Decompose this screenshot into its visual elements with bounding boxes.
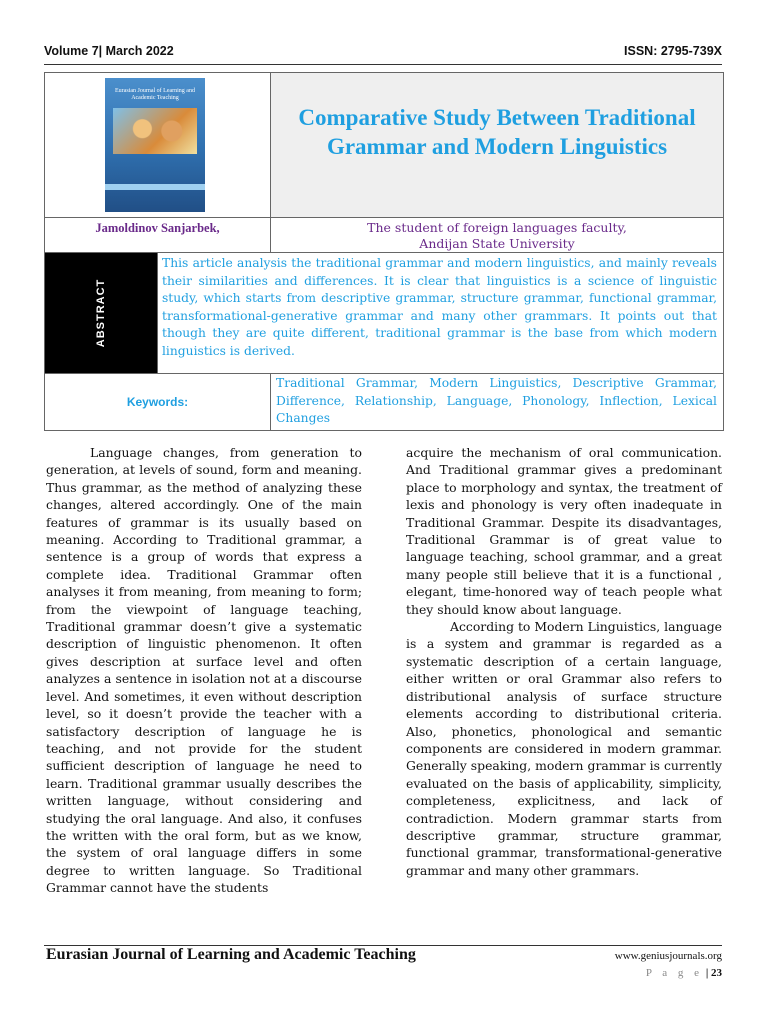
- abstract-text: This article analysis the traditional grammar and modern linguistics, and mainly reveals their similarities and differences. It is clear that linguistics is a science of linguistic study, which starts from descriptive grammar, structure grammar, functional grammar, transformational-generative grammar and many other grammars. It points out that though they are quite different, traditional grammar is the base from which modern linguistics is derived.: [158, 253, 724, 374]
- keywords-text: Traditional Grammar, Modern Linguistics, Descriptive Grammar, Difference, Relationship, Language, Phonology, Inflection, Lexical Changes: [271, 374, 724, 431]
- affiliation-cell: [271, 218, 724, 253]
- running-header: [44, 40, 722, 65]
- page-number: | 23: [705, 967, 722, 979]
- article-header-table: [44, 72, 724, 431]
- title-cell: [271, 73, 724, 218]
- author-name: Jamoldinov Sanjarbek,: [95, 221, 220, 235]
- abstract-label: ABSTRACT: [95, 278, 107, 348]
- footer-journal-name: Eurasian Journal of Learning and Academic Teaching: [46, 946, 416, 963]
- body-column-right: [406, 444, 722, 879]
- cover-cell: [45, 73, 271, 218]
- body-column-left: [46, 444, 362, 897]
- cover-journal-title: Eurasian Journal of Learning and Academic Teaching: [115, 88, 195, 101]
- issn: ISSN: 2795-739X: [624, 44, 722, 58]
- body-paragraph: Language changes, from generation to generation, at levels of sound, form and meaning. Thus grammar, as the method of analyzing these changes, altered accordingly. One of the main features of grammar is its usually based on meaning. According to Traditional grammar, a sentence is a group of words that express a complete idea. Traditional Grammar often analyses it from meaning, from meaning to form; from the viewpoint of language teaching, Traditional grammar doesn’t give a systematic description of linguistic phenomenon. It often gives description at surface level and often analyzes a sentence in isolation not at a discourse level. And sometimes, it even without description level, so it doesn’t provide the teacher with a satisfactory description of language he is teaching, and not provide for the student sufficient description of language he need to learn. Traditional grammar usually describes the written language, without considering and studying the oral language. And also, it confuses the written with the oral form, but as we know, the system of oral language differs in some degree to written language. So Traditional Grammar cannot have the students: [46, 445, 362, 896]
- page-label: P a g e: [645, 967, 704, 979]
- affiliation-line2: Andijan State University: [419, 236, 575, 251]
- article-title: Comparative Study Between Traditional Grammar and Modern Linguistics: [298, 105, 696, 159]
- cover-band: [105, 184, 205, 190]
- journal-cover-image: [105, 78, 205, 212]
- affiliation-line1: The student of foreign languages faculty,: [367, 220, 627, 235]
- footer-website: www.geniusjournals.org: [614, 950, 722, 962]
- footer-page: [646, 967, 722, 979]
- author-cell: [45, 218, 271, 253]
- body-paragraph: acquire the mechanism of oral communication. And Traditional grammar gives a predominant place to morphology and syntax, the treatment of lexis and phonology is very often inadequate in Traditional Grammar. Despite its disadvantages, Traditional Grammar is of great value to language teaching, school grammar, and a great many people still believe that it is a functional , elegant, time-honored way of teach people what they should know about language.: [406, 445, 722, 617]
- abstract-label-cell: [45, 253, 158, 374]
- cover-photo: [113, 108, 197, 154]
- volume-date: Volume 7| March 2022: [44, 44, 174, 58]
- keywords-label: Keywords:: [45, 374, 271, 431]
- body-paragraph: According to Modern Linguistics, language is a system and grammar is regarded as a systematic description of a certain language, either written or oral Grammar also refers to distributional analysis of surface structure elements according to distributional criteria. Also, phonetics, phonological and semantic components are considered in modern grammar. Generally speaking, modern grammar is currently evaluated on the basis of applicability, simplicity, completeness, explicitness, and lack of contradiction. Modern grammar starts from descriptive grammar, structure grammar, functional grammar, transformational-generative grammar and many other grammars.: [406, 619, 723, 878]
